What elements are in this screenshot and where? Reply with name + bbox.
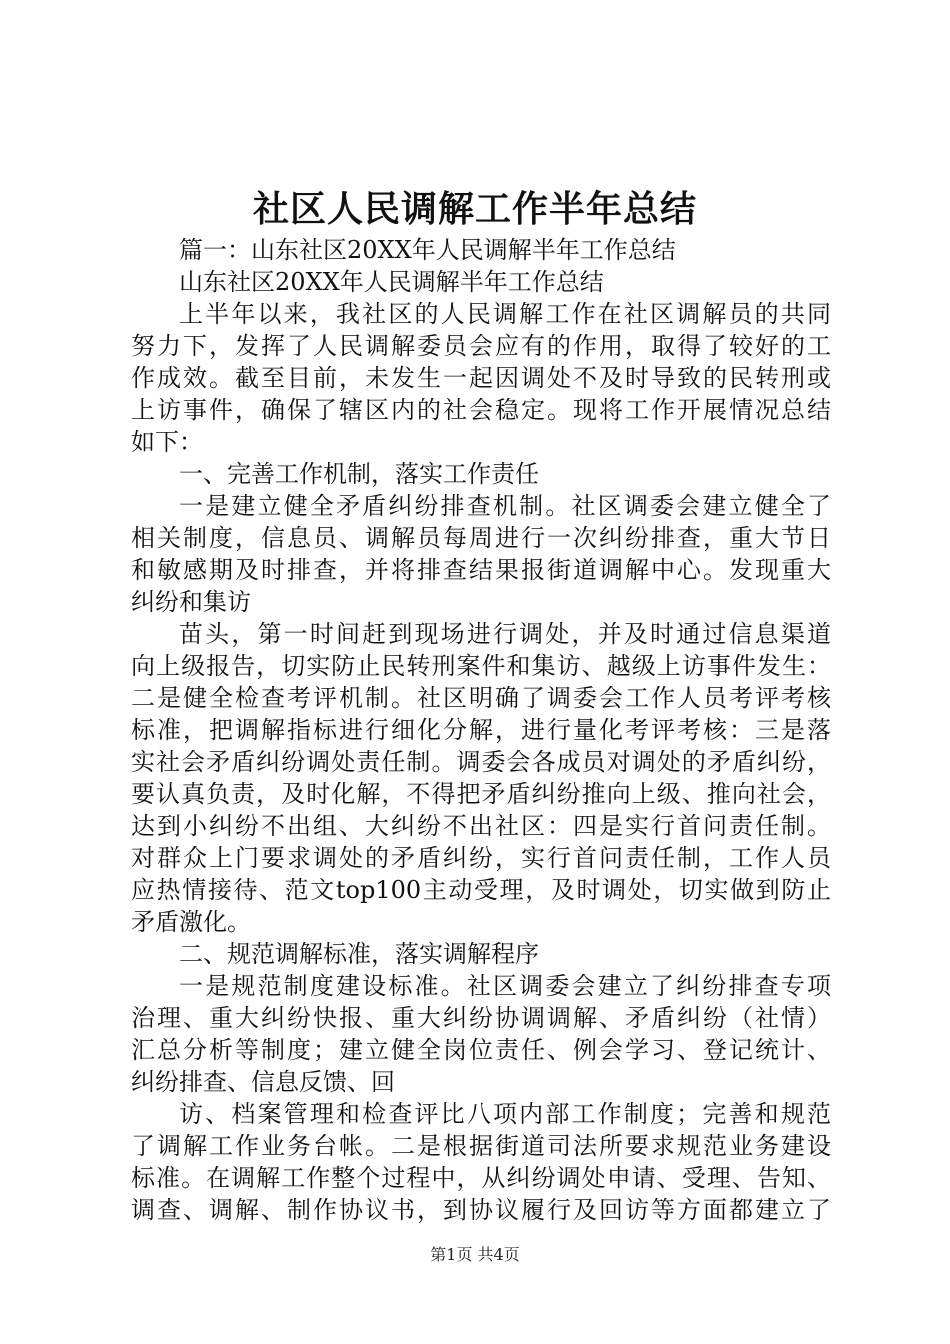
text-line: 了调解工作业务台帐。二是根据街道司法所要求规范业务建设 (131, 1132, 831, 1160)
text-line: 努力下，发挥了人民调解委员会应有的作用，取得了较好的工 (131, 332, 831, 360)
text-line: 对群众上门要求调处的矛盾纠纷，实行首问责任制，工作人员 (131, 844, 831, 872)
text-line: 标准。在调解工作整个过程中，从纠纷调处申请、受理、告知、 (131, 1164, 831, 1192)
text-line: 苗头，第一时间赶到现场进行调处，并及时通过信息渠道 (179, 620, 831, 648)
text-line: 访、档案管理和检查评比八项内部工作制度；完善和规范 (179, 1100, 831, 1128)
text-line: 标准，把调解指标进行细化分解，进行量化考评考核：三是落 (131, 716, 831, 744)
text-line: 如下： (131, 428, 203, 456)
text-line: 一是规范制度建设标准。社区调委会建立了纠纷排查专项 (179, 972, 831, 1000)
text-line: 向上级报告，切实防止民转刑案件和集访、越级上访事件发生： (131, 652, 831, 680)
text-line: 山东社区20XX年人民调解半年工作总结 (179, 268, 604, 296)
text-line: 和敏感期及时排查，并将排查结果报街道调解中心。发现重大 (131, 556, 831, 584)
text-line: 相关制度，信息员、调解员每周进行一次纠纷排查，重大节日 (131, 524, 831, 552)
text-line: 纠纷排查、信息反馈、回 (131, 1068, 395, 1096)
text-line: 二是健全检查考评机制。社区明确了调委会工作人员考评考核 (131, 684, 831, 712)
page-footer: 第1页 共4页 (430, 1245, 520, 1264)
text-line: 应热情接待、范文top100主动受理，及时调处，切实做到防止 (131, 876, 831, 904)
text-line: 上访事件，确保了辖区内的社会稳定。现将工作开展情况总结 (131, 396, 831, 424)
text-line: 篇一：山东社区20XX年人民调解半年工作总结 (179, 236, 676, 264)
text-line: 一是建立健全矛盾纠纷排查机制。社区调委会建立健全了 (179, 492, 831, 520)
text-line: 汇总分析等制度；建立健全岗位责任、例会学习、登记统计、 (131, 1036, 831, 1064)
text-line: 作成效。截至目前，未发生一起因调处不及时导致的民转刑或 (131, 364, 831, 392)
text-line: 矛盾激化。 (131, 908, 251, 936)
text-line: 治理、重大纠纷快报、重大纠纷协调调解、矛盾纠纷（社情） (131, 1004, 831, 1032)
document-body (131, 234, 831, 1226)
text-line: 二、规范调解标准，落实调解程序 (179, 940, 539, 968)
text-line: 实社会矛盾纠纷调处责任制。调委会各成员对调处的矛盾纠纷， (131, 748, 831, 776)
text-line: 要认真负责，及时化解，不得把矛盾纠纷推向上级、推向社会， (131, 780, 831, 808)
document-title: 社区人民调解工作半年总结 (252, 188, 697, 230)
text-line: 调查、调解、制作协议书，到协议履行及回访等方面都建立了 (131, 1196, 831, 1224)
text-line: 一、完善工作机制，落实工作责任 (179, 460, 539, 488)
text-line: 纠纷和集访 (131, 588, 251, 616)
text-line: 达到小纠纷不出组、大纠纷不出社区：四是实行首问责任制。 (131, 812, 831, 840)
text-line: 上半年以来，我社区的人民调解工作在社区调解员的共同 (179, 300, 831, 328)
